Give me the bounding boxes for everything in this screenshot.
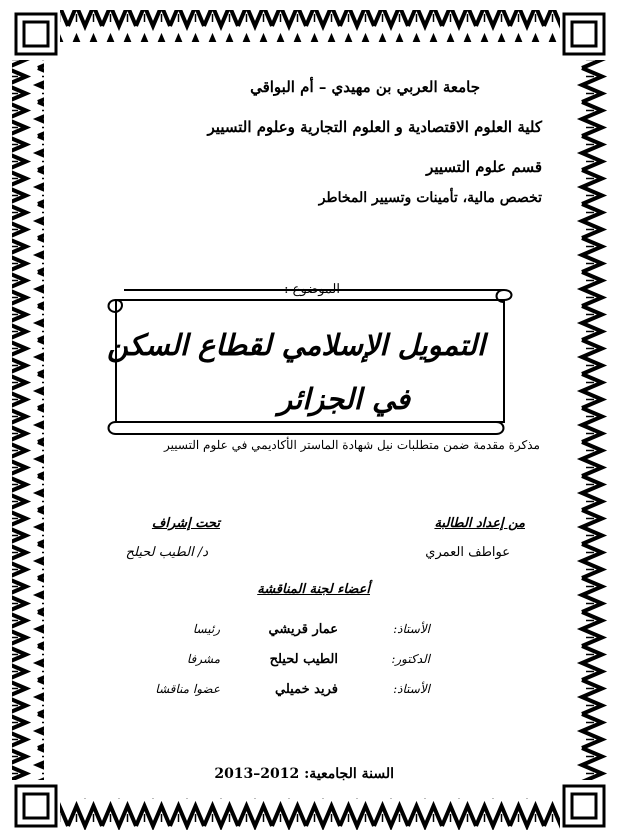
student-name: عواطف العمري bbox=[425, 545, 510, 560]
jury-heading: أعضاء لجنة المناقشة bbox=[257, 582, 370, 597]
prepared-by-label: من إعداد الطالبة bbox=[434, 516, 525, 531]
subject-label: الموضوع : bbox=[284, 282, 340, 297]
specialty: تخصص مالية، تأمينات وتسيير المخاطر bbox=[318, 190, 542, 206]
university-name: جامعة العربي بن مهيدي – أم البواقي bbox=[250, 78, 480, 96]
faculty-name: كلية العلوم الاقتصادية و العلوم التجارية وعلوم التسيير bbox=[207, 118, 542, 136]
thesis-title-line2: في الجزائر bbox=[278, 382, 410, 416]
jury-member-role: عضوا مناقشا bbox=[155, 682, 220, 696]
supervisor-name: د/ الطيب لحيلح bbox=[125, 545, 208, 560]
jury-member-title: الأستاذ: bbox=[393, 622, 430, 636]
jury-member-name: الطيب لحيلح bbox=[269, 652, 338, 667]
jury-member-name: عمار قريشي bbox=[268, 622, 338, 637]
border-bottom bbox=[60, 798, 560, 830]
memo-description: مذكرة مقدمة ضمن متطلبات نيل شهادة الماستر الأكاديمي في علوم التسيير bbox=[164, 438, 540, 452]
jury-member-name: فريد خميلي bbox=[275, 682, 338, 697]
jury-member-role: رئيسا bbox=[192, 622, 220, 636]
border-left bbox=[12, 60, 44, 780]
border-top bbox=[60, 10, 560, 42]
academic-year: السنة الجامعية: 2012–2013 bbox=[214, 766, 394, 782]
jury-member-role: مشرفا bbox=[186, 652, 220, 666]
department-name: قسم علوم التسيير bbox=[426, 158, 542, 176]
border-right bbox=[576, 60, 608, 780]
supervisor-label: تحت إشراف bbox=[151, 516, 220, 531]
jury-member-title: الأستاذ: bbox=[393, 682, 430, 696]
thesis-title-line1: التمويل الإسلامي لقطاع السكن bbox=[107, 328, 485, 362]
jury-member-title: الدكتور: bbox=[391, 652, 430, 666]
